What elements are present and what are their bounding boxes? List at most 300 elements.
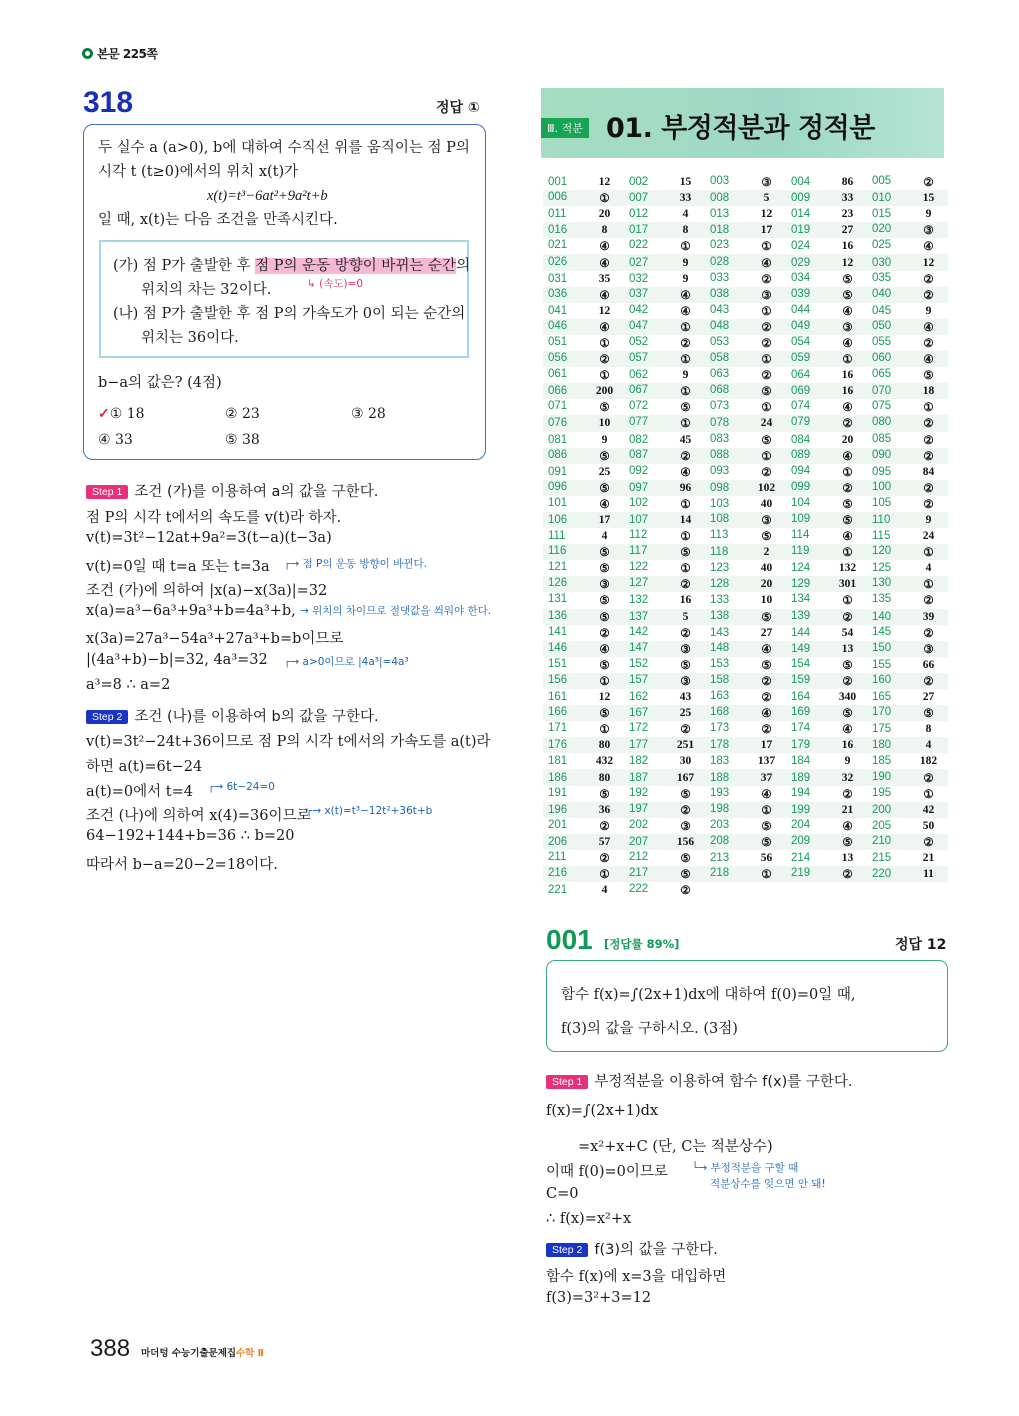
answer-value: ② (923, 450, 934, 463)
problem-id[interactable]: 058 (710, 352, 730, 365)
problem-id[interactable]: 195 (872, 786, 892, 799)
problem-id[interactable]: 113 (710, 529, 729, 542)
answer-value: ① (680, 386, 691, 399)
problem-id[interactable]: 045 (872, 304, 892, 317)
problem-id[interactable]: 075 (872, 400, 892, 413)
problem-id[interactable]: 014 (791, 208, 811, 221)
problem-id[interactable]: 128 (710, 578, 730, 591)
problem-id[interactable]: 018 (710, 224, 730, 237)
problem-id[interactable]: 142 (629, 625, 649, 638)
problem-id[interactable]: 180 (872, 739, 892, 752)
problem-id[interactable]: 179 (791, 739, 811, 752)
answer-value: ② (680, 885, 691, 898)
problem-id[interactable]: 024 (791, 240, 811, 253)
problem-id[interactable]: 081 (548, 433, 568, 446)
problem-id[interactable]: 189 (791, 771, 811, 784)
problem-id[interactable]: 200 (872, 803, 892, 816)
problem-id[interactable]: 177 (629, 739, 649, 752)
problem-id[interactable]: 184 (791, 755, 811, 768)
problem-id[interactable]: 122 (629, 561, 649, 574)
answer-cell (867, 577, 948, 591)
problem-id[interactable]: 086 (548, 448, 568, 461)
answer-cell (705, 224, 786, 236)
problem-id[interactable]: 052 (629, 335, 649, 348)
problem-id[interactable]: 095 (872, 465, 892, 478)
answer-value: ① (680, 321, 691, 334)
problem-id[interactable]: 002 (629, 176, 649, 189)
problem-id[interactable]: 121 (548, 561, 568, 574)
problem-id[interactable]: 077 (629, 416, 649, 429)
problem-id[interactable]: 187 (629, 771, 649, 784)
problem-id[interactable]: 087 (629, 448, 649, 461)
problem-id[interactable]: 079 (791, 416, 811, 429)
problem-id[interactable]: 093 (710, 464, 730, 477)
problem-id[interactable]: 118 (710, 546, 729, 559)
answer-value: 84 (922, 465, 935, 478)
problem-id[interactable]: 059 (791, 352, 811, 365)
problem-id[interactable]: 015 (872, 208, 892, 221)
problem-id[interactable]: 181 (548, 755, 568, 768)
answer-value: ① (842, 466, 853, 479)
problem-id[interactable]: 069 (791, 385, 811, 398)
problem-id[interactable]: 131 (548, 593, 568, 606)
problem-id[interactable]: 017 (629, 224, 649, 237)
problem-id[interactable]: 156 (548, 673, 568, 686)
problem-id[interactable]: 175 (872, 723, 892, 736)
problem-id[interactable]: 114 (791, 529, 810, 542)
problem-id[interactable]: 212 (629, 850, 649, 863)
answer-cell (624, 819, 705, 833)
problem-id[interactable]: 011 (548, 208, 567, 221)
problem-id[interactable]: 140 (872, 610, 892, 623)
problem-id[interactable]: 103 (710, 497, 730, 510)
problem-id[interactable]: 096 (548, 480, 568, 493)
problem-id[interactable]: 051 (548, 335, 568, 348)
problem-id[interactable]: 046 (548, 319, 568, 332)
answer-value: 20 (598, 208, 611, 221)
problem-id[interactable]: 016 (548, 224, 568, 237)
problem-id[interactable]: 109 (791, 513, 811, 526)
problem-id[interactable]: 164 (791, 691, 811, 704)
problem-id[interactable]: 092 (629, 464, 649, 477)
problem-id[interactable]: 090 (872, 448, 892, 461)
problem-id[interactable]: 012 (629, 208, 649, 221)
problem-id[interactable]: 055 (872, 335, 892, 348)
problem-id[interactable]: 208 (710, 834, 730, 847)
problem-id[interactable]: 008 (710, 192, 730, 205)
answer-value: 27 (922, 691, 935, 704)
problem-id[interactable]: 207 (629, 835, 649, 848)
problem-id[interactable]: 038 (710, 287, 730, 300)
problem-id[interactable]: 054 (791, 335, 811, 348)
answer-cell (543, 256, 624, 270)
problem-id[interactable]: 168 (710, 706, 730, 719)
problem-id[interactable]: 062 (629, 369, 649, 382)
problem-id[interactable]: 027 (629, 256, 649, 269)
problem-id[interactable]: 182 (629, 755, 649, 768)
problem-id[interactable]: 001 (548, 176, 568, 189)
answer-value: 12 (841, 256, 854, 269)
answer-cell (705, 417, 786, 429)
problem-id[interactable]: 194 (791, 786, 811, 799)
problem-id[interactable]: 186 (548, 771, 568, 784)
problem-id[interactable]: 172 (629, 722, 649, 735)
problem-id[interactable]: 043 (710, 303, 730, 316)
problem-id[interactable]: 209 (791, 834, 811, 847)
problem-id[interactable]: 056 (548, 352, 568, 365)
problem-id[interactable]: 036 (548, 287, 568, 300)
problem-id[interactable]: 176 (548, 739, 568, 752)
problem-id[interactable]: 061 (548, 368, 568, 381)
answer-value: ④ (599, 643, 610, 656)
problem-id[interactable]: 082 (629, 433, 649, 446)
problem-id[interactable]: 106 (548, 514, 568, 527)
problem-id[interactable]: 111 (548, 530, 566, 543)
problem-id[interactable]: 100 (872, 480, 892, 493)
answer-cell (624, 465, 705, 479)
problem-id[interactable]: 215 (872, 851, 892, 864)
problem-id[interactable]: 084 (791, 433, 811, 446)
problem-id[interactable]: 129 (791, 578, 811, 591)
problem-id[interactable]: 020 (872, 223, 892, 236)
problem-id[interactable]: 183 (710, 755, 730, 768)
problem-id[interactable]: 074 (791, 400, 811, 413)
problem-id[interactable]: 127 (629, 577, 649, 590)
problem-id[interactable]: 158 (710, 673, 730, 686)
problem-id[interactable]: 104 (791, 496, 811, 509)
problem-id[interactable]: 030 (872, 256, 892, 269)
problem-id[interactable]: 078 (710, 417, 730, 430)
problem-id[interactable]: 010 (872, 192, 892, 205)
answer-cell (543, 305, 624, 317)
problem-id[interactable]: 147 (629, 641, 649, 654)
choice-2[interactable]: ② 23 (225, 406, 260, 422)
problem-id[interactable]: 193 (710, 786, 730, 799)
problem-id[interactable]: 089 (791, 448, 811, 461)
problem-id[interactable]: 130 (872, 577, 892, 590)
problem-id[interactable]: 126 (548, 577, 568, 590)
problem-id[interactable]: 047 (629, 319, 649, 332)
table-row (543, 673, 948, 689)
problem-id[interactable]: 040 (872, 287, 892, 300)
step1-badge: Step 1 (86, 485, 128, 499)
answer-cell (867, 562, 948, 574)
problem-id[interactable]: 214 (791, 851, 811, 864)
step1-heading (86, 480, 378, 501)
problem-id[interactable]: 120 (872, 545, 892, 558)
problem-id[interactable]: 119 (791, 545, 810, 558)
problem-id[interactable]: 165 (872, 691, 892, 704)
answer-value: ① (680, 354, 691, 367)
choice-4[interactable]: ④ 33 (98, 432, 133, 448)
problem-id[interactable]: 037 (629, 287, 649, 300)
answer-cell (867, 466, 948, 478)
problem-id[interactable]: 178 (710, 739, 730, 752)
problem-id[interactable]: 143 (710, 626, 730, 639)
problem-id[interactable]: 117 (629, 545, 648, 558)
answer-cell (543, 320, 624, 334)
problem-id[interactable]: 220 (872, 868, 892, 881)
problem-id[interactable]: 025 (872, 239, 892, 252)
answer-value: 167 (676, 771, 695, 784)
answer-cell (543, 273, 624, 285)
problem-id[interactable]: 198 (710, 802, 730, 815)
answer-cell (786, 385, 867, 397)
problem-id[interactable]: 053 (710, 335, 730, 348)
problem-id[interactable]: 076 (548, 417, 568, 430)
answer-cell (624, 787, 705, 801)
problem-id[interactable]: 221 (548, 884, 568, 897)
solution-line: v(t)=3t²−12at+9a²=3(t−a)(t−3a) (86, 530, 332, 546)
problem-id[interactable]: 155 (872, 658, 892, 671)
choice-3[interactable]: ③ 28 (351, 406, 386, 422)
answer-cell (543, 239, 624, 253)
problem-id[interactable]: 159 (791, 673, 811, 686)
problem-id[interactable]: 060 (872, 352, 892, 365)
problem-id[interactable]: 005 (872, 175, 892, 188)
problem-id[interactable]: 161 (548, 691, 568, 704)
problem-id[interactable]: 088 (710, 448, 730, 461)
answer-cell (786, 352, 867, 366)
problem-id[interactable]: 072 (629, 400, 649, 413)
problem-id[interactable]: 132 (629, 594, 649, 607)
problem-id[interactable]: 202 (629, 818, 649, 831)
problem-id[interactable]: 222 (629, 883, 649, 896)
problem-id[interactable]: 137 (629, 610, 649, 623)
problem-id[interactable]: 112 (629, 529, 648, 542)
problem-id[interactable]: 107 (629, 514, 649, 527)
answer-cell (543, 434, 624, 446)
choice-5[interactable]: ⑤ 38 (225, 432, 260, 448)
problem-id[interactable]: 019 (791, 224, 811, 237)
problem-id[interactable]: 163 (710, 690, 730, 703)
problem-id[interactable]: 085 (872, 432, 892, 445)
answer-value: ② (923, 772, 934, 785)
problem-id[interactable]: 192 (629, 786, 649, 799)
problem-id[interactable]: 170 (872, 706, 892, 719)
problem-id[interactable]: 068 (710, 384, 730, 397)
problem-id[interactable]: 032 (629, 272, 649, 285)
problem-id[interactable]: 099 (791, 480, 811, 493)
problem-id[interactable]: 150 (872, 641, 892, 654)
problem-id[interactable]: 188 (710, 771, 730, 784)
problem-id[interactable]: 083 (710, 432, 730, 445)
problem-id[interactable]: 009 (791, 192, 811, 205)
problem-id[interactable]: 067 (629, 384, 649, 397)
table-row (543, 512, 948, 528)
answer-cell (543, 352, 624, 366)
problem-id[interactable]: 003 (710, 175, 730, 188)
problem-id[interactable]: 211 (548, 850, 567, 863)
problem-id[interactable]: 026 (548, 255, 568, 268)
problem-id[interactable]: 125 (872, 562, 892, 575)
problem-id[interactable]: 148 (710, 641, 730, 654)
problem-id[interactable]: 094 (791, 464, 811, 477)
answer-cell (624, 482, 705, 494)
answer-value: ⑤ (599, 547, 610, 560)
problem-id[interactable]: 166 (548, 706, 568, 719)
problem-id[interactable]: 217 (629, 867, 649, 880)
answer-value: 27 (760, 626, 773, 639)
problem-id[interactable]: 057 (629, 352, 649, 365)
problem-id[interactable]: 049 (791, 319, 811, 332)
problem-id[interactable]: 154 (791, 657, 811, 670)
problem-id[interactable]: 006 (548, 191, 568, 204)
problem-id[interactable]: 091 (548, 465, 568, 478)
problem-id[interactable]: 063 (710, 368, 730, 381)
problem-id[interactable]: 191 (548, 786, 568, 799)
problem-id[interactable]: 133 (710, 594, 730, 607)
problem-id[interactable]: 201 (548, 818, 568, 831)
problem-id[interactable]: 169 (791, 706, 811, 719)
problem-id[interactable]: 035 (872, 271, 892, 284)
answer-value: ① (680, 531, 691, 544)
problem-id[interactable]: 065 (872, 368, 892, 381)
problem-id[interactable]: 022 (629, 239, 649, 252)
answer-value: ④ (761, 643, 772, 656)
problem-id[interactable]: 033 (710, 271, 730, 284)
problem-id[interactable]: 196 (548, 803, 568, 816)
problem-id[interactable]: 101 (548, 496, 568, 509)
problem-id[interactable]: 028 (710, 255, 730, 268)
problem-id[interactable]: 213 (710, 851, 730, 864)
problem-id[interactable]: 190 (872, 770, 892, 783)
problem-id[interactable]: 048 (710, 319, 730, 332)
problem-id[interactable]: 206 (548, 835, 568, 848)
problem-id[interactable]: 151 (548, 657, 568, 670)
problem-id[interactable]: 134 (791, 593, 811, 606)
solution-line: 점 P의 시각 t에서의 속도를 v(t)라 하자. (86, 510, 342, 526)
answer-value: ② (761, 273, 772, 286)
problem-id[interactable]: 050 (872, 319, 892, 332)
answer-cell (705, 867, 786, 881)
problem-id[interactable]: 116 (548, 545, 567, 558)
problem-id[interactable]: 080 (872, 416, 892, 429)
problem-id[interactable]: 013 (710, 208, 730, 221)
table-row (543, 238, 948, 254)
note-absolute: → 위치의 차이므로 절댓값을 씌워야 한다. (300, 605, 492, 617)
problem-id[interactable]: 105 (872, 496, 892, 509)
answer-cell (867, 239, 948, 253)
problem-id[interactable]: 203 (710, 818, 730, 831)
problem-id[interactable]: 205 (872, 819, 892, 832)
problem-id[interactable]: 218 (710, 867, 730, 880)
problem-id[interactable]: 162 (629, 691, 649, 704)
problem-id[interactable]: 097 (629, 481, 649, 494)
condition-suffix: 의 (456, 258, 471, 274)
problem-id[interactable]: 219 (791, 867, 811, 880)
problem-id[interactable]: 153 (710, 657, 730, 670)
problem-id[interactable]: 070 (872, 385, 892, 398)
problem-id[interactable]: 149 (791, 642, 811, 655)
answer-cell (543, 224, 624, 236)
answer-cell (867, 352, 948, 366)
answer-cell (624, 514, 705, 526)
answer-cell (786, 272, 867, 286)
answer-cell (543, 545, 624, 559)
problem-id[interactable]: 135 (872, 593, 892, 606)
problem-id[interactable]: 139 (791, 609, 811, 622)
answer-value: ① (680, 563, 691, 576)
problem-id[interactable]: 167 (629, 707, 649, 720)
problem-id[interactable]: 004 (791, 176, 811, 189)
answer-value: 340 (838, 691, 857, 704)
problem-id[interactable]: 007 (629, 192, 649, 205)
answer-value: ① (680, 241, 691, 254)
choice-1[interactable] (98, 406, 145, 422)
table-row (543, 705, 948, 721)
table-row (543, 625, 948, 641)
problem-id[interactable]: 034 (791, 271, 811, 284)
problem-id[interactable]: 144 (791, 626, 811, 639)
problem-id[interactable]: 123 (710, 562, 730, 575)
problem-id[interactable]: 210 (872, 834, 892, 847)
answer-value: ① (842, 354, 853, 367)
answer-cell (705, 239, 786, 253)
problem-id[interactable]: 102 (629, 496, 649, 509)
problem-id[interactable]: 171 (548, 722, 568, 735)
answer-value: 251 (676, 739, 695, 752)
problem-id[interactable]: 141 (548, 625, 568, 638)
problem-id[interactable]: 108 (710, 513, 730, 526)
answer-cell (543, 497, 624, 511)
problem-id[interactable]: 098 (710, 481, 730, 494)
problem-id[interactable]: 138 (710, 609, 730, 622)
problem-id[interactable]: 174 (791, 722, 811, 735)
problem-id[interactable]: 204 (791, 818, 811, 831)
answer-cell (786, 481, 867, 495)
problem-id[interactable]: 152 (629, 657, 649, 670)
problem-id[interactable]: 031 (548, 272, 568, 285)
problem-id[interactable]: 021 (548, 239, 568, 252)
answer-value: ① (923, 402, 934, 415)
answer-value: ④ (761, 257, 772, 270)
answer-value: 12 (760, 208, 773, 221)
condition-na: (나) 점 P가 출발한 후 점 P의 가속도가 0이 되는 순간의 (113, 306, 466, 322)
problem-id[interactable]: 216 (548, 867, 568, 880)
problem-id[interactable]: 064 (791, 369, 811, 382)
problem-id[interactable]: 039 (791, 287, 811, 300)
problem-id[interactable]: 160 (872, 673, 892, 686)
problem-id[interactable]: 157 (629, 673, 649, 686)
problem-id[interactable]: 115 (872, 530, 891, 543)
problem-id[interactable]: 136 (548, 609, 568, 622)
problem-id[interactable]: 042 (629, 303, 649, 316)
problem-id[interactable]: 073 (710, 400, 730, 413)
problem-id[interactable]: 185 (872, 755, 892, 768)
problem-id[interactable]: 197 (629, 802, 649, 815)
answer-cell (543, 722, 624, 736)
answer-value: 156 (676, 835, 695, 848)
problem-id[interactable]: 066 (548, 385, 568, 398)
problem-id[interactable]: 071 (548, 400, 568, 413)
problem-id[interactable]: 041 (548, 304, 568, 317)
problem-id[interactable]: 145 (872, 625, 892, 638)
problem-id[interactable]: 110 (872, 514, 891, 527)
answer-value: 23 (841, 208, 854, 221)
problem-id[interactable]: 124 (791, 562, 811, 575)
problem-id[interactable]: 173 (710, 722, 730, 735)
problem-id[interactable]: 146 (548, 641, 568, 654)
problem-id[interactable]: 199 (791, 803, 811, 816)
problem-id[interactable]: 029 (791, 256, 811, 269)
answer-cell (786, 497, 867, 511)
problem-id[interactable]: 023 (710, 239, 730, 252)
problem-id[interactable]: 044 (791, 303, 811, 316)
table-row (543, 496, 948, 512)
condition-prefix: (가) 점 P가 출발한 후 (113, 258, 256, 274)
answer-value: ③ (599, 579, 610, 592)
